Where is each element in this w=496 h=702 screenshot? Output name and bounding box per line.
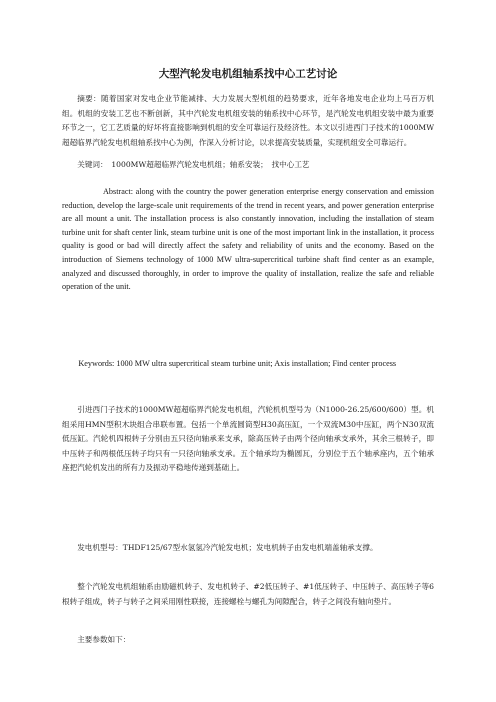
- body-paragraph-parameters: 主要参数如下：: [77, 635, 131, 644]
- body-paragraph-turbine: 引进西门子技术的1000MW超超临界汽轮发电机组，汽轮机机型号为（N1000-26.25/600/600）型。机组采用HMN型积木块组合串联布置。包括一个单流圆筒型H30高压缸，一个双流M30中压缸，两个N30双流低压缸。汽轮机四根转子分别由五只径向轴承来支承，除高压转子由两个径向轴承支承外，其余三根转子，即中压转子和两根低压转子均只有一只径向轴承支承。五个轴承均为椭圆瓦，分别位于五个轴承座内，五个轴承座把汽轮机发出的所有力及振动平稳地传递到基础上。: [62, 405, 434, 472]
- body-paragraph-generator: 发电机型号：THDF125/67型水氢氢冷汽轮发电机；发电机转子由发电机端盖轴承支撑。: [77, 543, 378, 552]
- keywords-chinese: 关键词： 1000MW超超临界汽轮发电机组；轴系安装； 找中心工艺: [77, 160, 310, 169]
- document-title: 大型汽轮发电机组轴系找中心工艺讨论: [158, 68, 338, 80]
- abstract-chinese: 摘要：随着国家对发电企业节能减排、大力发展大型机组的趋势要求，近年各地发电企业均上马百万机组。机组的安装工艺也不断创新，其中汽轮发电机组安装的轴系找中心环节，是汽轮发电机组安装中最为重要环节之一，它工艺质量的好坏将直接影响到机组的安全可靠运行及经济性。本文以引进西门子技术的1000MW超超临界汽轮发电机组轴系找中心为例，作深入分析讨论，以求提高安装质量，实现机组安全可靠运行。: [62, 94, 434, 147]
- abstract-english: Abstract: along with the country the power generation enterprise energy conservation and emission reduction, develop the large-scale unit requirements of the trend in recent years, and power generation enterprise are all mount a unit. The installation process is also constantly innovation, including the installation of steam turbine unit for shaft center link, steam turbine unit is one of the most important link in the installation, it process quality is good or bad will directly affect the safety and reliability of units and the economy. Based on the introduction of Siemens technology of 1000 MW ultra-supercritical turbine shaft find center as an example, analyzed and discussed thoroughly, in order to improve the quality of installation, realize the safe and reliable operation of the unit.: [62, 187, 434, 292]
- body-paragraph-shafting: 整个汽轮发电机组轴系由励磁机转子、发电机转子、#2低压转子、#1低压转子、中压转子、高压转子等6根转子组成，转子与转子之间采用刚性联接，连接螺栓与螺孔为间隙配合，转子之间没有轴向垫片。: [62, 582, 434, 606]
- keywords-english: Keywords: 1000 MW ultra supercritical steam turbine unit; Axis installation; Find center process: [78, 359, 397, 368]
